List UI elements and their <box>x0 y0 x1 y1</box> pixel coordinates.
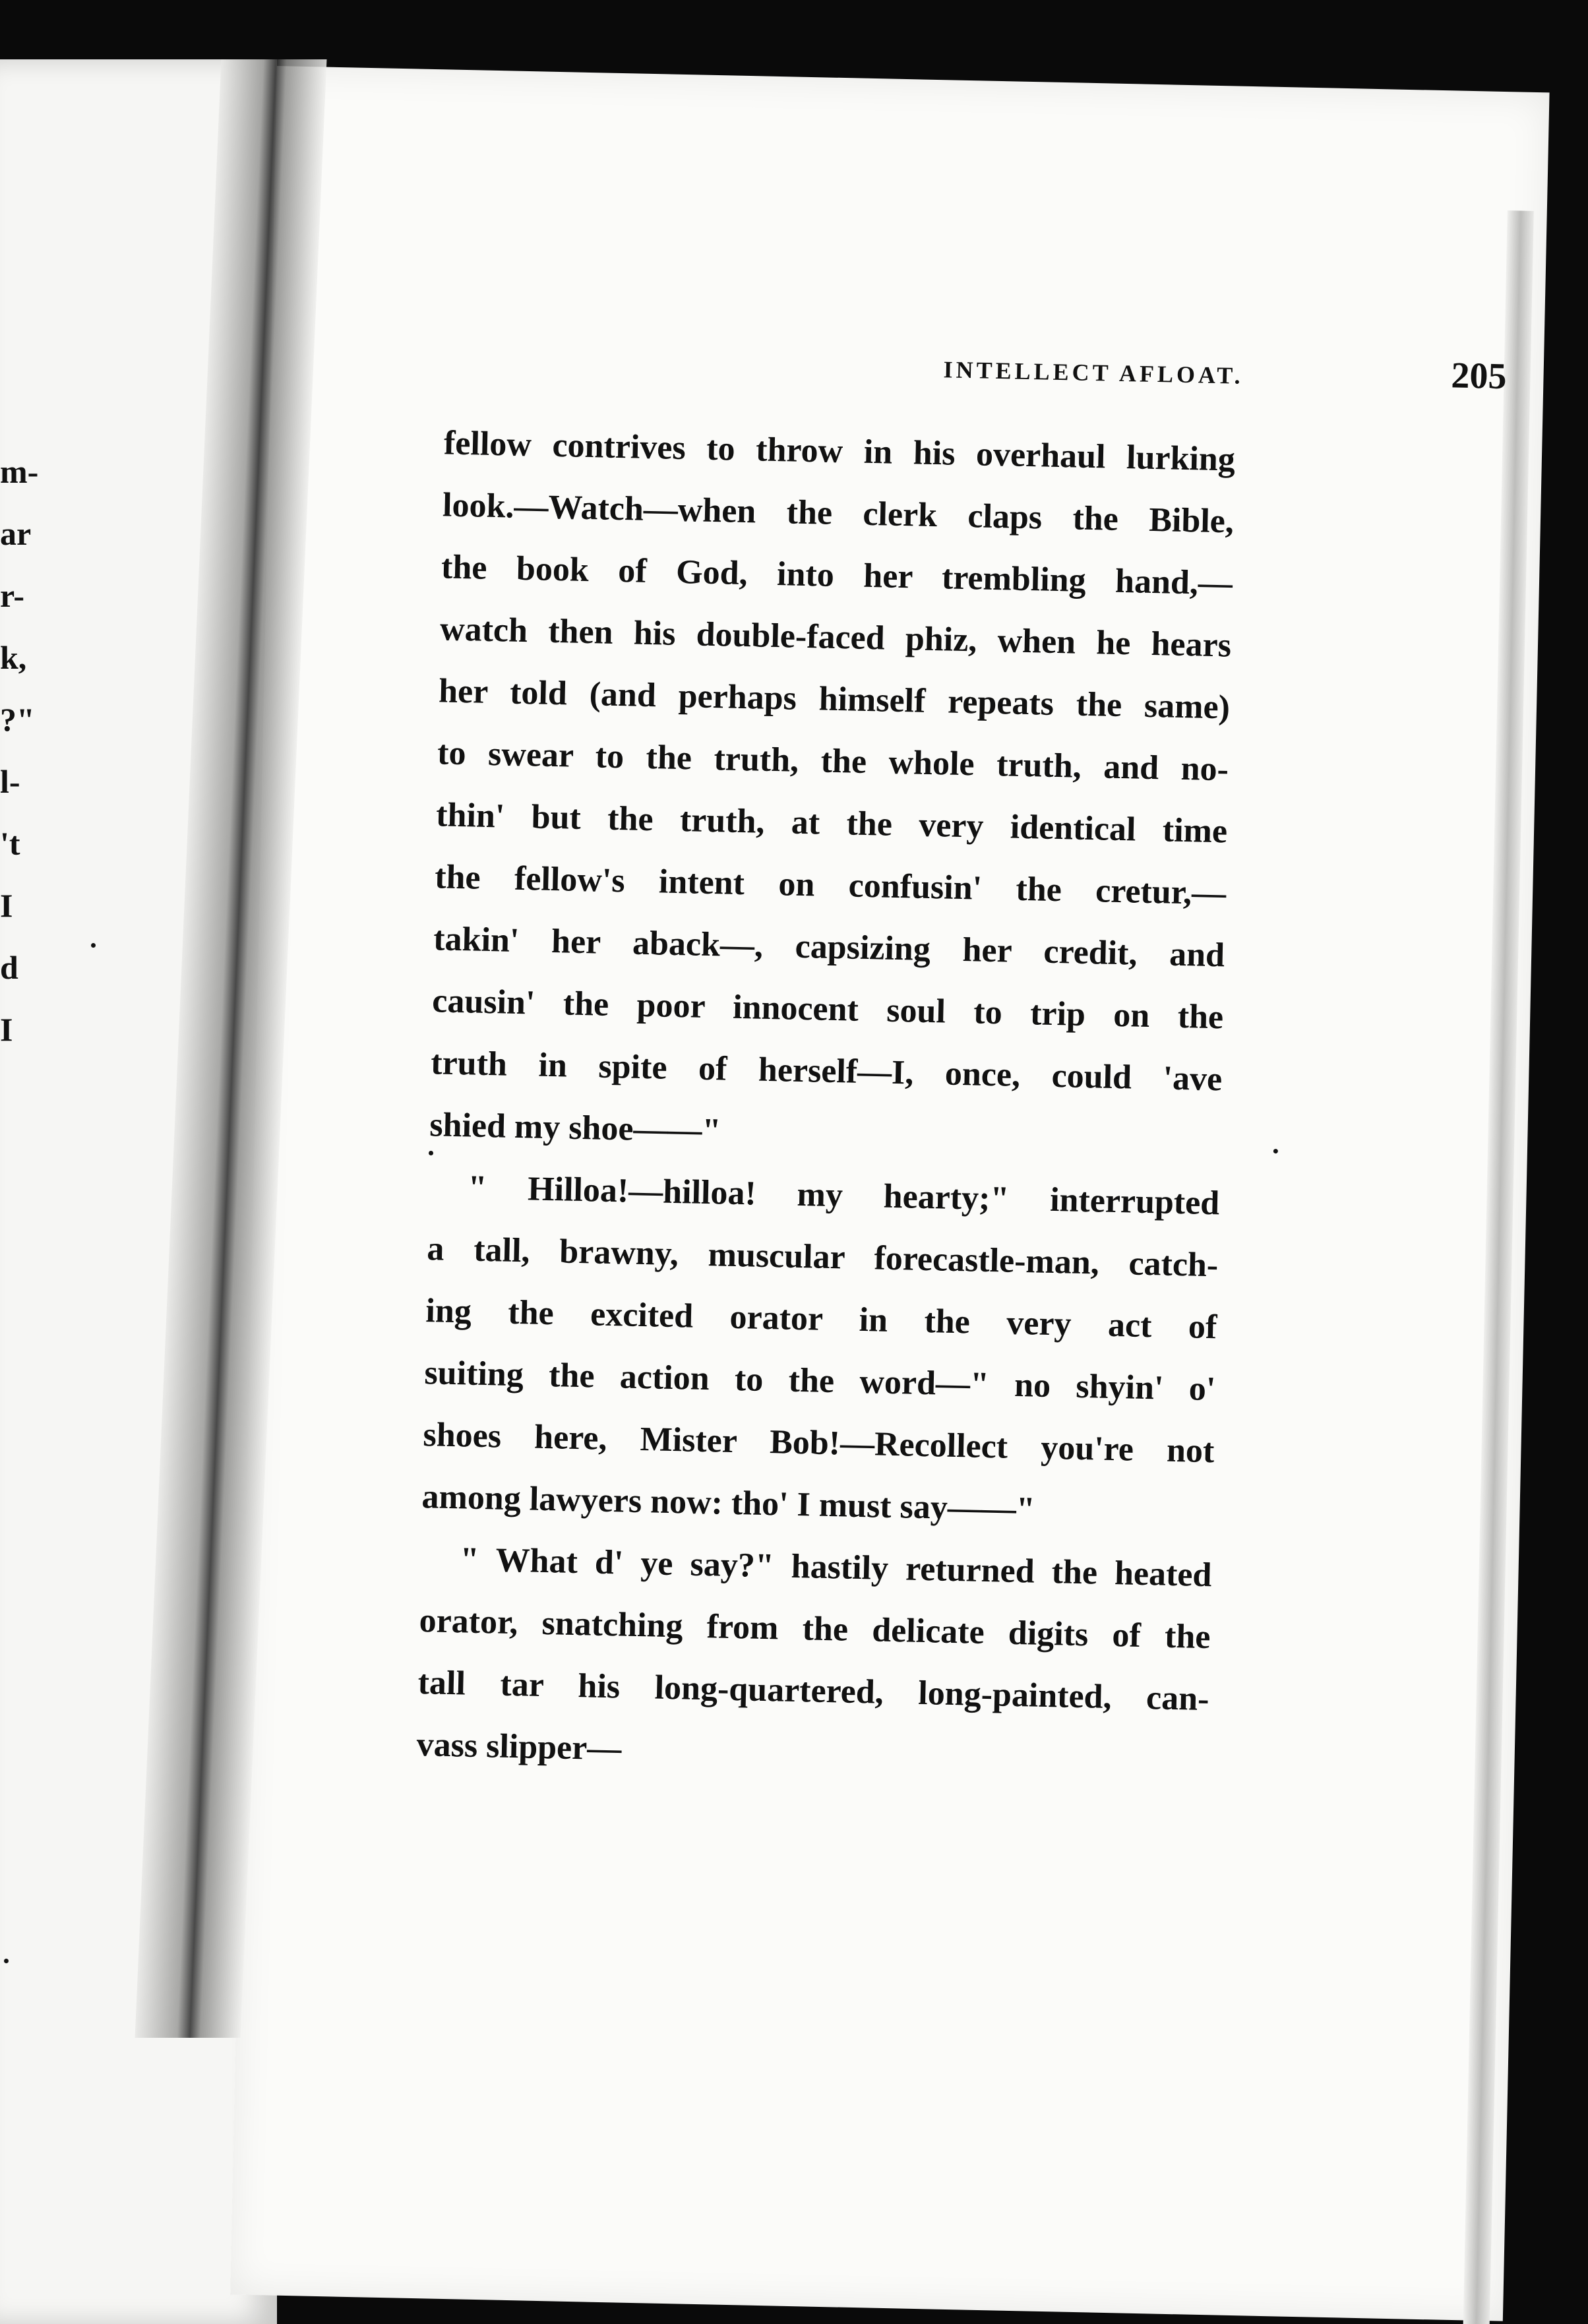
text-line: causin' the poor innocent soul to trip on the <box>431 982 1224 1037</box>
left-fragment: l- <box>0 763 20 800</box>
text-line: her told (and perhaps himself repeats the same) <box>438 672 1231 727</box>
left-fragment: m- <box>0 453 39 490</box>
left-fragment: k, <box>0 639 27 676</box>
text-line: among lawyers now: tho' I must say——" <box>421 1478 1036 1529</box>
left-fragment: r- <box>0 577 24 614</box>
text-line: to swear to the truth, the whole truth, and no- <box>437 734 1229 789</box>
ink-speck <box>1273 1149 1278 1153</box>
text-line: " Hilloa!—hilloa! my hearty;" interrupted <box>467 1169 1220 1223</box>
text-line: tall tar his long-quartered, long-painted, can- <box>417 1664 1210 1719</box>
text-line: the book of God, into her trembling hand,— <box>441 548 1233 603</box>
ink-speck <box>429 1151 433 1155</box>
left-fragment: ?" <box>0 701 35 738</box>
left-fragment: ar <box>0 515 32 552</box>
left-fragment: d <box>0 949 18 986</box>
text-line: fellow contrives to throw in his overhaul lurking <box>443 424 1236 479</box>
text-line: truth in spite of herself—I, once, could 'ave <box>430 1044 1223 1099</box>
text-line: orator, snatching from the delicate digits of the <box>419 1602 1211 1657</box>
left-fragment: I <box>0 887 13 924</box>
text-line: ing the excited orator in the very act of <box>425 1292 1217 1347</box>
text-line: takin' her aback—, capsizing her credit, and <box>433 920 1225 975</box>
page-edge <box>1462 210 1534 2324</box>
text-line: the fellow's intent on confusin' the cretur,— <box>434 858 1227 913</box>
text-line: thin' but the truth, at the very identical time <box>435 796 1228 851</box>
text-line: suiting the action to the word—" no shyin' o' <box>423 1354 1216 1409</box>
page-number: 205 <box>1450 355 1508 398</box>
text-line: look.—Watch—when the clerk claps the Bible, <box>442 486 1235 541</box>
text-line: " What d' ye say?" hastily returned the heated <box>460 1541 1212 1595</box>
text-line: a tall, brawny, muscular forecastle-man, catch- <box>426 1230 1219 1285</box>
text-line: vass slipper— <box>416 1725 622 1768</box>
running-head: INTELLECT AFLOAT. <box>943 356 1244 389</box>
left-fragment: I <box>0 1011 13 1048</box>
ink-speck <box>4 1959 9 1963</box>
left-fragment: 't <box>0 825 20 862</box>
ink-speck <box>91 943 96 948</box>
body-text <box>416 412 1236 1792</box>
text-line: shied my shoe——" <box>429 1106 721 1150</box>
text-line: shoes here, Mister Bob!—Recollect you're not <box>422 1416 1215 1471</box>
right-page <box>230 66 1549 2321</box>
text-line: watch then his double-faced phiz, when he hears <box>439 610 1232 665</box>
left-page-text-fragments <box>0 455 79 1075</box>
